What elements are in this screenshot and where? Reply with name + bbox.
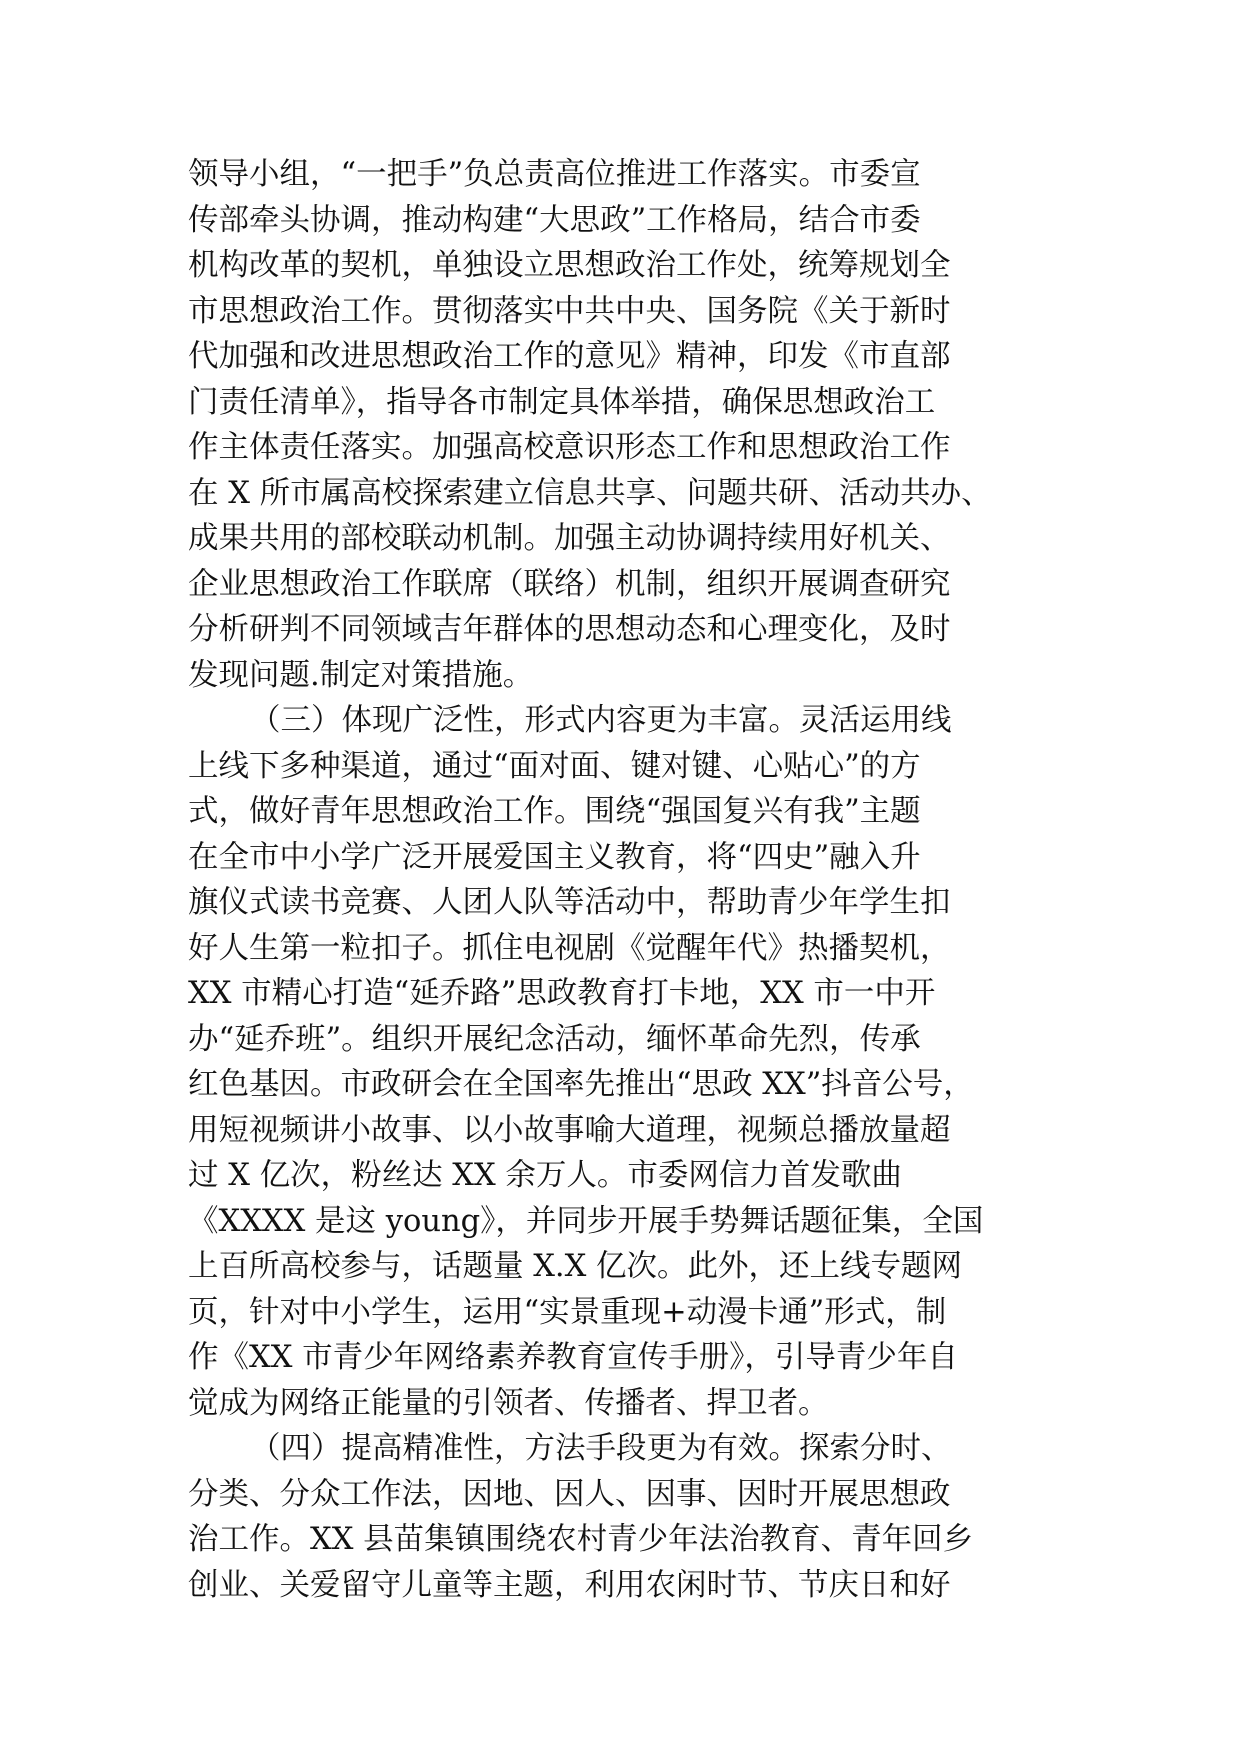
text-line: 企业思想政治工作联席（联络）机制，组织开展调查研究: [188, 566, 951, 602]
text-line: 分析研判不同领域吉年群体的思想动态和心理变化，及时: [188, 612, 951, 647]
text-line: 发现问题.制定对策措施。: [188, 657, 534, 693]
text-line: 门责任清单》，指导各市制定具体举措，确保思想政治工: [188, 384, 936, 420]
text-line: 创业、关爱留守儿童等主题，利用农闲时节、节庆日和好: [188, 1567, 951, 1603]
text-line: 市思想政治工作。贯彻落实中共中央、国务院《关于新时: [188, 293, 951, 329]
text-line: XX 市精心打造“延乔路”思政教育打卡地，XX 市一中开: [188, 976, 936, 1011]
text-line: 办“延乔班”。组织开展纪念活动，缅怀革命先烈，传承: [188, 1021, 921, 1057]
text-line: 用短视频讲小故事、以小故事喻大道理，视频总播放量超: [188, 1112, 951, 1148]
text-line: 页，针对中小学生，运用“实景重现+动漫卡通”形式，制: [188, 1294, 947, 1330]
text-line: 过 X 亿次，粉丝达 XX 余万人。市委网信力首发歌曲: [188, 1158, 902, 1193]
text-line: 作《XX 市青少年网络素养教育宣传手册》，引导青少年自: [188, 1340, 958, 1375]
text-line: 领导小组，“一把手”负总责高位推进工作落实。市委宣: [188, 157, 921, 192]
text-line: 旗仪式读书竞赛、人团人队等活动中，帮助青少年学生扣: [188, 885, 951, 920]
text-line: 成果共用的部校联动机制。加强主动协调持续用好机关、: [188, 521, 951, 556]
text-line: 传部牵头协调，推动构建“大思政”工作格局，结合市委: [188, 202, 921, 238]
text-line: 在 X 所市属高校探索建立信息共享、问题共研、活动共办、: [188, 475, 992, 511]
body-text: [188, 152, 1078, 1608]
section-heading-line: （三）体现广泛性，形式内容更为丰富。灵活运用线: [250, 703, 952, 738]
section-heading-line: （四）提高精准性，方法手段更为有效。探索分时、: [250, 1431, 952, 1466]
text-line: 治工作。XX 县苗集镇围绕农村青少年法治教育、青年回乡: [188, 1522, 974, 1557]
text-line: 好人生第一粒扣子。抓住电视剧《觉醒年代》热播契机，: [188, 930, 951, 966]
text-line: 式，做好青年思想政治工作。围绕“强国复兴有我”主题: [188, 794, 921, 829]
text-line: 上线下多种渠道，通过“面对面、键对键、心贴心”的方: [188, 748, 921, 784]
text-line: 《XXXX 是这 young》，并同步开展手势舞话题征集，全国: [188, 1203, 984, 1239]
text-line: 在全市中小学广泛开展爱国主义教育，将“四史”融入升: [188, 839, 921, 875]
text-line: 红色基因。市政研会在全国率先推出“思政 XX”抖音公号，: [188, 1067, 974, 1102]
text-line: 上百所高校参与，话题量 X.X 亿次。此外，还上线专题网: [188, 1249, 963, 1284]
text-line: 分类、分众工作法，因地、因人、因事、因时开展思想政: [188, 1476, 951, 1512]
text-line: 代加强和改进思想政治工作的意见》精神，印发《市直部: [188, 339, 951, 374]
text-line: 机构改革的契机，单独设立思想政治工作处，统筹规划全: [188, 248, 951, 283]
text-line: 觉成为网络正能量的引领者、传播者、捍卫者。: [188, 1385, 829, 1421]
text-line: 作主体责任落实。加强高校意识形态工作和思想政治工作: [188, 430, 951, 465]
